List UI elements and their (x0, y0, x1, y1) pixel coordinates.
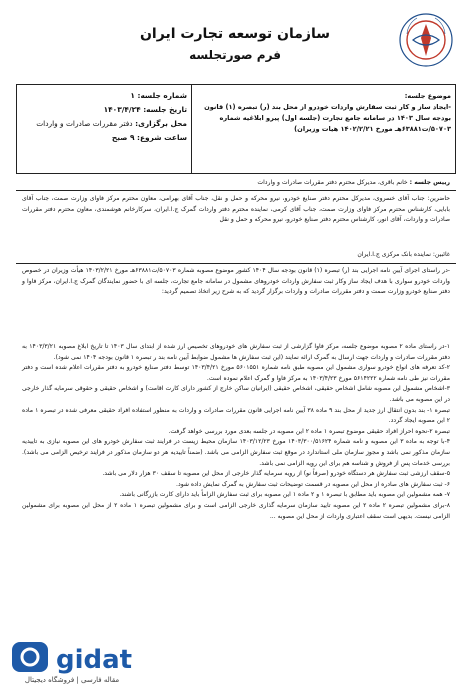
decision-item: ۷- همه مشمولین این مصوبه باید مطابق با تبصره ۱ و ۲ ماده ۱ این مصوبه برای ثبت سفارش الزاماً باید دارای کارت بازرگانی باشند. (119, 491, 450, 499)
decision-item: ۵-سقف ارزشی ثبت سفارش هر دستگاه خودرو (صرفاً نو) از رویه سرمایه گذار خارجی از محل این مصوبه تا سقف ۳۰ هزار دلار می باشد. (102, 470, 450, 478)
decision-item: ۸-برای مشمولین تبصره ۲ ماده ۲ این مصوبه تایید سازمان سرمایه گذاری خارجی الزامی است و برای مشمولین تبصره ۱ ماده ۲ از محل این مصوبه برای مشمولین الزامی نیست. بدیهی است سقف اعتباری واردات از محل این مصوبه ... (22, 501, 450, 520)
session-subject (197, 91, 451, 135)
session-info-box (16, 84, 456, 174)
watermark-site-name: gidat (56, 645, 133, 675)
decisions-list (22, 342, 450, 522)
chair-value: خانم باقری، مدیرکل محترم دفتر مقررات صادرات و واردات (257, 179, 408, 186)
decision-item: ۴-با توجه به ماده ۳ این مصوبه و نامه شماره ۱۴۰۳/۳۰۰/۵۱۶۲۴ مورخ ۱۴۰۳/۱۲/۲۳ سازمان محیط زیست در فرایند ثبت سفارش خودرو های این مصوبه نیازی به تاییدیه سازمان مذکور نمی باشد و مجوز سازمان ملی استاندارد در موقع ثبت سفارش الزامی می باشد. (ضمناً تاییدیه هر دو سازمان مذکور در فرایند ترخیص الزامی می باشد). بررسی خدمات پس از فروش و شناسه هم برای این رویه الزامی نمی باشد. (22, 438, 450, 467)
subject-text: -ایجاد ساز و کار ثبت سفارش واردات خودرو از محل بند (ر) تبصره (۱) قانون بودجه سال ۱۴۰۳ در سامانه جامع تجارت (جلسه اول) پیرو ابلاغیه شماره ۵۰۷۰۳/ت۶۳۸۸۱هـ مورخ ۱۴۰۲/۲/۲۱ هیات وزیران) (204, 103, 451, 133)
session-details (21, 89, 187, 145)
location-value: دفتر مقررات صادرات و واردات (36, 119, 133, 128)
chair-label: رییس جلسه : (409, 179, 450, 186)
box-divider (191, 85, 192, 173)
organization-logo-icon (395, 4, 457, 80)
absentees-text: غائبین: نماینده بانک مرکزی ج.ا.ایران (357, 251, 450, 258)
attendees-text: حاضرین: جناب آقای خسروی، مدیرکل محترم دفتر صنایع خودرو، نیرو محرکه و حمل و نقل، جناب آقای بهرامی، معاون محترم مرکز فاوای وزارت صمت، جناب آقای بابایی، کارشناس محترم مرکز فاوای وزارت صمت، جناب آقای کرمی، نماینده محترم دفتر واردات گمرک ج.ا.ایران، سرکارخانم هوشمندی، معاون محترم دفتر مقررات صادرات و واردات، آقای انور، کارشناس محترم دفتر صنایع خودرو، نیرو محرکه و حمل و نقل (22, 195, 450, 224)
session-number: شماره جلسه: ۱ (130, 91, 187, 100)
decision-item: ۱-در راستای ماده ۲ مصوبه موضوع جلسه، مرکز فاوا گزارشی از ثبت سفارش های خودروهای تخصیص ارز شده از ابتدای سال ۱۴۰۳ تا تاریخ ابلاغ مصوبه ۱۴۰۳/۳/۲۱ به دفتر مقررات صادرات و واردات جهت ارسال به گمرک ارائه نمایند (این ثبت سفارش ها مشمول ضوابط آیین نامه بند ر تبصره ۱ قانون بودجه ۱۴۰۴ نمی شود). (22, 343, 451, 361)
session-start-time: ساعت شروع: ۹ صبح (111, 133, 187, 142)
decision-item: ۳-اشخاص مشمول این مصوبه شامل اشخاص حقیقی، اشخاص حقیقی (ایرانیان ساکن خارج از کشور دارای کارت اقامت) و اشخاص حقیقی و حقوقی سرمایه گذار خارجی در این مصوبه می باشد. (22, 385, 450, 403)
decision-item: تبصره ۲-نحوه احراز افراد حقیقی موضوع تبصره ۱ ماده ۲ این مصوبه در جلسه بعدی مورد بررسی خواهد گرفت. (168, 427, 450, 435)
gidat-watermark-logo (6, 632, 136, 694)
intro-paragraph: -در راستای اجرای آیین نامه اجرایی بند (ر) تبصره (۱) قانون بودجه سال ۱۴۰۴ کشور موضوع مصوبه شماره ۵۰۷۰۳/ت۶۳۸۸۱هـ مورخ ۱۴۰۳/۲/۲۱ هیأت وزیران در خصوص واردات خودرو سواری با هدف ایجاد ساز وکار ثبت سفارش واردات خودروهای مشمول در سامانه جامع تجارت، جلسه ای با حضور نمایندگان گمرک ج.ا.ایران، مرکز فاوا و دفتر صنایع خودرو وزارت صمت و دفتر مقررات صادرات و واردات برگزار گردید که به شرح زیر اتخاذ تصمیم گردید: (22, 267, 450, 296)
decision-item: ۲-کد تعرفه های انواع خودرو سواری مشمول این مصوبه طبق نامه شماره ۵۶۰۱۵۵۱ مورخ ۱۴۰۳/۴/۲۱ توسط دفتر صنایع خودرو به دفتر مقررات اعلام شده است و دفتر مقررات نیز طی نامه شماره ۵۶۱۴۲۲۲ مورخ ۱۴۰۳/۴/۲۳ به مرکز فاوا و گمرک اعلام نموده است. (22, 364, 450, 382)
session-location (21, 117, 187, 131)
watermark-caption: مقاله فارسی | فروشگاه دیجیتال (24, 676, 120, 684)
organization-title: سازمان توسعه تجارت ایران (139, 26, 331, 42)
section-divider (16, 190, 456, 191)
decision-item: تبصره ۱- بند بدون انتقال ارز جدید از محل بند ۹ ماده ۳۸ آیین نامه اجرایی قانون مقررات صادرات و واردات به منظور استفاده افراد حقیقی معرفی شده در تبصره ۱ ماده ۲ این مصوبه ایجاد گردد. (22, 406, 451, 425)
section-divider (16, 263, 456, 264)
location-label: محل برگزاری: (135, 119, 187, 128)
session-date: تاریخ جلسه: ۱۴۰۳/۴/۲۴ (103, 105, 187, 114)
chair-line (22, 178, 450, 189)
subject-label: موضوع جلسه: (404, 92, 451, 100)
form-title: فرم صورتجلسه (189, 48, 281, 62)
decision-item: ۶- ثبت سفارش های صادره از محل این مصوبه در قسمت توضیحات ثبت سفارش به گمرک نمایش داده شود. (176, 480, 450, 488)
